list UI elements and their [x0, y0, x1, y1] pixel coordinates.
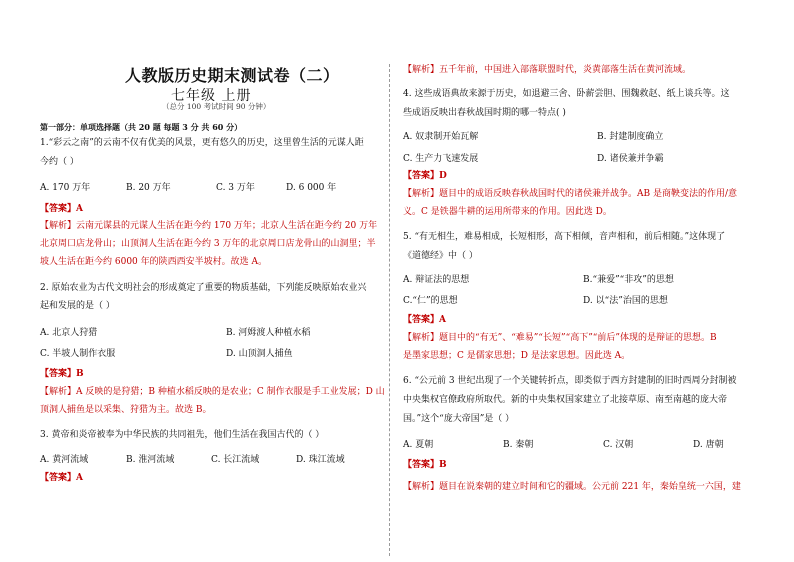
q6-stem-line2: 中央集权官僚政府所取代。新的中央集权国家建立了北接草原、南至南越的庞大帝 [403, 395, 728, 405]
q4-option-d: D. 诸侯兼并争霸 [597, 154, 664, 164]
grade-subtitle: 七年级 上册 [171, 88, 252, 104]
q4-analysis-line1: 【解析】题目中的成语反映春秋战国时代的诸侯兼并战争。AB 是商鞅变法的作用/意 [403, 189, 738, 199]
q6-option-c: C. 汉朝 [603, 440, 634, 450]
q2-analysis-line1: 【解析】A 反映的是狩猎；B 种植水稻反映的是农业；C 制作衣服是手工业发展；D 山 [40, 387, 385, 397]
q3-option-a: A. 黄河流域 [40, 455, 89, 465]
q2-answer: 【答案】B [40, 369, 84, 379]
page-title: 人教版历史期末测试卷（二） [125, 66, 340, 85]
q1-option-d: D. 6 000 年 [286, 183, 337, 193]
q5-stem-line2: 《道德经》中（ ） [403, 251, 478, 261]
q4-option-b: B. 封建制度确立 [597, 132, 664, 142]
q6-answer: 【答案】B [403, 460, 447, 470]
q5-stem-line1: 5. “有无相生，难易相成，长短相形，高下相倾，音声相和，前后相随。”这体现了 [403, 232, 726, 242]
q3-answer: 【答案】A [40, 473, 83, 483]
q4-answer: 【答案】D [403, 171, 447, 181]
q1-analysis-line1: 【解析】云南元谋县的元谋人生活在距今约 170 万年；北京人生活在距今约 20 万年 [40, 221, 378, 231]
q6-option-b: B. 秦朝 [503, 440, 534, 450]
q5-analysis-line2: 是墨家思想；C 是儒家思想；D 是法家思想。因此选 A。 [403, 351, 631, 361]
q1-stem-line2: 今约（ ） [40, 157, 79, 167]
q6-option-a: A. 夏朝 [403, 440, 434, 450]
q1-option-a: A. 170 万年 [40, 183, 91, 193]
section-heading: 第一部分：单项选择题（共 20 题 每题 3 分 共 60 分） [40, 122, 243, 132]
q1-answer: 【答案】A [40, 204, 83, 214]
q5-option-b: B.“兼爱”“非攻”的思想 [583, 275, 674, 285]
q2-stem-line1: 2. 原始农业为古代文明社会的形成奠定了重要的物质基础，下列能反映原始农业兴 [40, 283, 367, 293]
q1-analysis-line3: 坡人生活在距今约 6000 年的陕西西安半坡村。故选 A。 [40, 257, 267, 267]
q2-option-a: A. 北京人狩猎 [40, 328, 98, 338]
q4-analysis-line2: 义。C 是铁器牛耕的运用所带来的作用。因此选 D。 [403, 207, 612, 217]
q5-answer: 【答案】A [403, 315, 446, 325]
q1-option-b: B. 20 万年 [126, 183, 171, 193]
q5-option-c: C.“仁”的思想 [403, 296, 458, 306]
q3-option-b: B. 淮河流域 [126, 455, 175, 465]
q4-option-a: A. 奴隶制开始瓦解 [403, 132, 479, 142]
q3-stem: 3. 黄帝和炎帝被奉为中华民族的共同祖先，他们生活在我国古代的（ ） [40, 430, 325, 440]
q2-option-d: D. 山顶洞人捕鱼 [226, 349, 293, 359]
q3-option-d: D. 珠江流域 [296, 455, 345, 465]
q3-analysis: 【解析】五千年前，中国进入部落联盟时代，炎黄部落生活在黄河流域。 [403, 65, 692, 75]
q4-stem-line1: 4. 这些成语典故来源于历史，如退避三舍、卧薪尝胆、围魏救赵、纸上谈兵等。这 [403, 89, 730, 99]
q4-stem-line2: 些成语反映出春秋战国时期的哪一特点( ) [403, 108, 566, 118]
q5-analysis-line1: 【解析】题目中的“有无”、“难易”“长短”“高下”“前后”体现的是辩证的思想。B [403, 333, 717, 343]
q1-analysis-line2: 北京周口店龙骨山；山顶洞人生活在距今约 3 万年的北京周口店龙骨山的山洞里；半 [40, 239, 376, 249]
q2-analysis-line2: 顶洞人捕鱼是以采集、狩猎为主。故选 B。 [40, 405, 212, 415]
right-column [397, 0, 794, 562]
q2-option-b: B. 河姆渡人种植水稻 [226, 328, 311, 338]
q1-option-c: C. 3 万年 [216, 183, 255, 193]
exam-meta: （总分 100 考试时间 90 分钟） [162, 102, 271, 111]
q5-option-a: A. 辩证法的思想 [403, 275, 470, 285]
q6-stem-line3: 国。”这个“庞大帝国”是（ ） [403, 414, 515, 424]
q2-stem-line2: 起和发展的是（ ） [40, 301, 115, 311]
q3-option-c: C. 长江流域 [211, 455, 260, 465]
q2-option-c: C. 半坡人制作衣服 [40, 349, 116, 359]
q6-stem-line1: 6. “公元前 3 世纪出现了一个关键转折点，即类似于西方封建制的旧时西周分封制被 [403, 376, 737, 386]
q6-option-d: D. 唐朝 [693, 440, 724, 450]
q1-stem-line1: 1.“彩云之南”的云南不仅有优美的风景，更有悠久的历史，这里曾生活的元谋人距 [40, 138, 364, 148]
q4-option-c: C. 生产力飞速发展 [403, 154, 479, 164]
q5-option-d: D. 以“法”治国的思想 [583, 296, 668, 306]
q6-analysis-line1: 【解析】题目在说秦朝的建立时间和它的疆域。公元前 221 年，秦始皇统一六国，建 [403, 482, 741, 492]
